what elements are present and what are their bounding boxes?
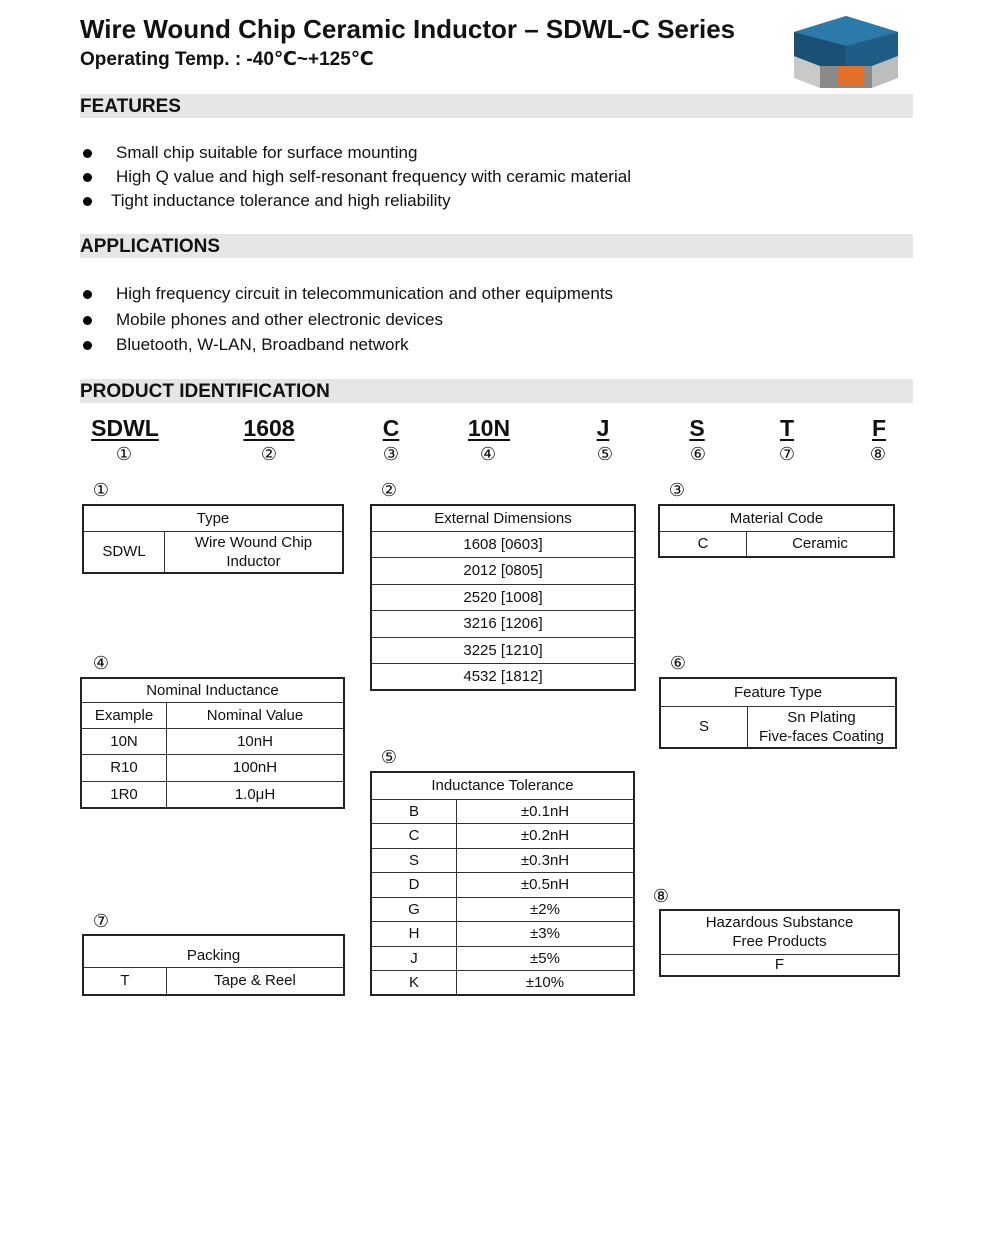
type-table xyxy=(82,504,344,574)
pid-marker: ⑤ xyxy=(596,444,614,465)
dimensions-table xyxy=(370,504,636,691)
table-cell: C xyxy=(371,824,457,849)
table-cell: B xyxy=(371,799,457,824)
operating-temp: Operating Temp. : -40℃~+125℃ xyxy=(80,49,374,70)
list-item xyxy=(80,335,409,355)
table-marker: ⑥ xyxy=(669,653,687,674)
table-cell: ±3% xyxy=(457,922,635,947)
table-cell: S xyxy=(371,848,457,873)
features-heading: FEATURES xyxy=(80,96,181,117)
feature-table xyxy=(659,677,897,749)
application-text: High frequency circuit in telecommunication and other equipments xyxy=(116,284,614,303)
hazard-table xyxy=(659,909,900,977)
chip-inductor-icon xyxy=(790,12,902,90)
pid-code-type: SDWL xyxy=(91,415,159,441)
table-marker: ② xyxy=(380,480,398,501)
bullet-icon xyxy=(83,290,92,299)
hazard-code: F xyxy=(660,954,899,976)
table-header: Nominal Inductance xyxy=(81,678,344,702)
table-header: Material Code xyxy=(659,505,894,531)
bullet-icon xyxy=(83,341,92,350)
table-marker: ⑦ xyxy=(92,911,110,932)
table-cell: ±0.2nH xyxy=(457,824,635,849)
feature-text: Tight inductance tolerance and high reliability xyxy=(111,191,451,210)
pid-marker: ⑥ xyxy=(689,444,707,465)
table-cell: G xyxy=(371,897,457,922)
table-header: Feature Type xyxy=(660,678,896,706)
pid-code-tolerance: J xyxy=(596,415,610,441)
material-table xyxy=(658,504,895,558)
packing-code: T xyxy=(83,967,167,995)
table-header: External Dimensions xyxy=(371,505,635,531)
table-cell: 10nH xyxy=(167,728,345,755)
type-value: Wire Wound Chip Inductor xyxy=(165,531,344,573)
material-value: Ceramic xyxy=(747,531,895,557)
bullet-icon xyxy=(83,197,92,206)
pid-marker: ② xyxy=(260,444,278,465)
table-marker: ⑤ xyxy=(380,747,398,768)
table-cell: 3225 [1210] xyxy=(371,637,635,664)
table-header: Type xyxy=(83,505,343,531)
table-cell: 4532 [1812] xyxy=(371,664,635,691)
table-cell: K xyxy=(371,971,457,996)
list-item xyxy=(80,191,451,211)
tolerance-table xyxy=(370,771,635,996)
column-header: Example xyxy=(81,702,167,728)
list-item xyxy=(80,167,631,187)
pid-marker: ⑧ xyxy=(869,444,887,465)
table-cell: ±0.3nH xyxy=(457,848,635,873)
packing-value: Tape & Reel xyxy=(167,967,345,995)
table-cell: ±5% xyxy=(457,946,635,971)
table-cell: 10N xyxy=(81,728,167,755)
bullet-icon xyxy=(83,173,92,182)
list-item xyxy=(80,143,417,163)
table-cell: ±10% xyxy=(457,971,635,996)
table-cell: ±0.1nH xyxy=(457,799,635,824)
pid-marker: ① xyxy=(115,444,133,465)
table-cell: D xyxy=(371,873,457,898)
table-cell: ±0.5nH xyxy=(457,873,635,898)
pid-marker: ⑦ xyxy=(778,444,796,465)
application-text: Bluetooth, W-LAN, Broadband network xyxy=(116,335,409,354)
table-cell: 2012 [0805] xyxy=(371,558,635,585)
list-item xyxy=(80,284,613,304)
feature-text: High Q value and high self-resonant frequency with ceramic material xyxy=(116,167,631,186)
packing-table xyxy=(82,934,345,996)
pid-code-material: C xyxy=(382,415,400,441)
table-header: Inductance Tolerance xyxy=(371,772,634,799)
list-item xyxy=(80,310,443,330)
material-code: C xyxy=(659,531,747,557)
bullet-icon xyxy=(83,316,92,325)
inductance-table xyxy=(80,677,345,809)
table-marker: ⑧ xyxy=(652,886,670,907)
product-id-heading: PRODUCT IDENTIFICATION xyxy=(80,381,330,402)
table-cell: 1608 [0603] xyxy=(371,531,635,558)
pid-marker: ③ xyxy=(382,444,400,465)
feature-code: S xyxy=(660,706,748,748)
pid-code-feature: S xyxy=(689,415,705,441)
pid-code-hazard: F xyxy=(871,415,887,441)
table-marker: ① xyxy=(92,480,110,501)
application-text: Mobile phones and other electronic devices xyxy=(116,310,443,329)
page-title: Wire Wound Chip Ceramic Inductor – SDWL-C Series xyxy=(80,14,736,44)
table-marker: ④ xyxy=(92,653,110,674)
table-header: Packing xyxy=(83,935,344,967)
table-cell: 2520 [1008] xyxy=(371,584,635,611)
table-cell: 100nH xyxy=(167,755,345,782)
applications-heading: APPLICATIONS xyxy=(80,236,221,257)
pid-code-packing: T xyxy=(779,415,795,441)
pid-code-dimension: 1608 xyxy=(243,415,295,441)
column-header: Nominal Value xyxy=(167,702,345,728)
table-cell: ±2% xyxy=(457,897,635,922)
type-code: SDWL xyxy=(83,531,165,573)
table-marker: ③ xyxy=(668,480,686,501)
table-cell: H xyxy=(371,922,457,947)
table-cell: J xyxy=(371,946,457,971)
table-cell: R10 xyxy=(81,755,167,782)
feature-value: Sn Plating Five-faces Coating xyxy=(748,706,897,748)
table-cell: 1.0μH xyxy=(167,781,345,808)
pid-marker: ④ xyxy=(479,444,497,465)
bullet-icon xyxy=(83,149,92,158)
table-header: Hazardous Substance Free Products xyxy=(660,910,899,954)
pid-code-inductance: 10N xyxy=(467,415,511,441)
table-cell: 1R0 xyxy=(81,781,167,808)
feature-text: Small chip suitable for surface mounting xyxy=(116,143,418,162)
features-bar xyxy=(80,94,913,118)
table-cell: 3216 [1206] xyxy=(371,611,635,638)
